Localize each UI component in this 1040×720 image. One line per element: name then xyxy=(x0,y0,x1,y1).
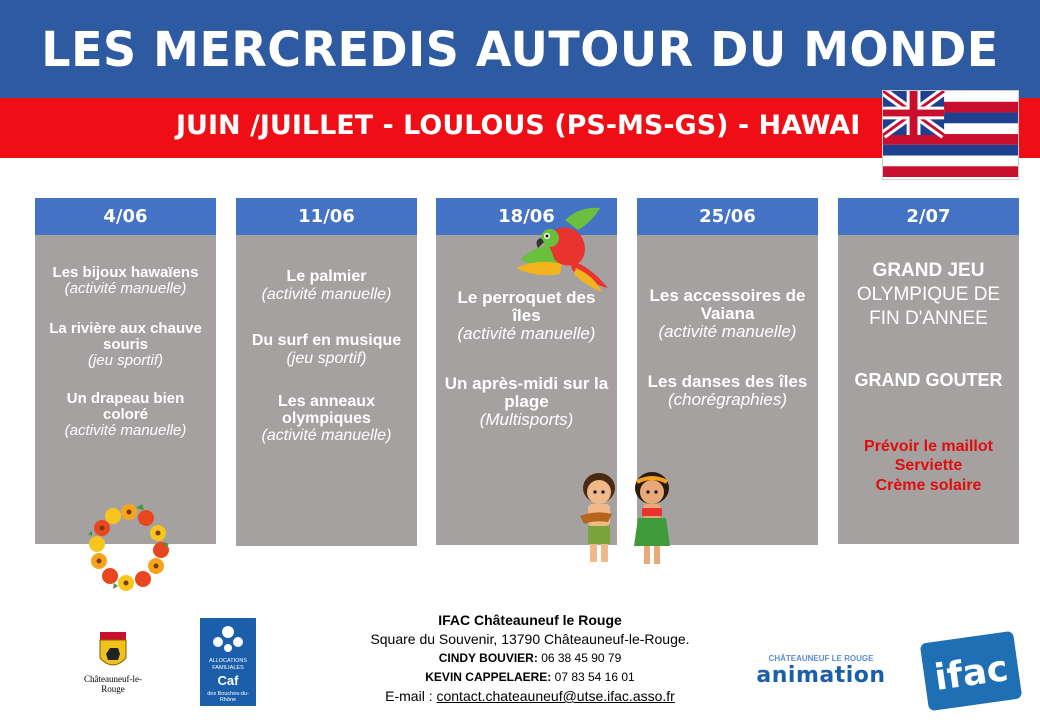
contact-2-phone: 07 83 54 16 01 xyxy=(554,670,635,684)
final-event xyxy=(846,259,1011,330)
animation-logo xyxy=(748,654,894,700)
email-link[interactable]: contact.chateauneuf@utse.ifac.asso.fr xyxy=(436,688,675,704)
activity-type: (activité manuelle) xyxy=(64,279,187,297)
day-column-5 xyxy=(838,198,1019,544)
contact-2 xyxy=(330,668,730,687)
activity-type: (jeu sportif) xyxy=(87,351,164,369)
activity-item xyxy=(244,394,409,445)
email-line xyxy=(330,687,730,706)
day-date: 11/06 xyxy=(236,198,417,235)
chateauneuf-label: Châteauneuf-le-Rouge xyxy=(84,674,142,694)
activity-type: (activité manuelle) xyxy=(457,323,596,343)
contact-2-name: KEVIN CAPPELAERE: xyxy=(425,670,552,684)
activity-title: Un après-midi sur la plage xyxy=(444,374,609,412)
page-title: LES MERCREDIS AUTOUR DU MONDE xyxy=(41,20,999,78)
hawaii-flag-icon xyxy=(882,90,1019,180)
activity-title: Les danses des îles xyxy=(647,372,808,392)
activity-item xyxy=(53,265,199,297)
ifac-logo-text: ifac xyxy=(932,648,1011,699)
day-date: 25/06 xyxy=(637,198,818,235)
activity-title: Un drapeau bien coloré xyxy=(66,390,185,423)
final-event-rest: OLYMPIQUE DE FIN D'ANNEE xyxy=(856,283,1001,329)
day-activities xyxy=(236,235,417,546)
activity-type: (activité manuelle) xyxy=(64,421,187,439)
coat-of-arms-icon xyxy=(96,632,130,672)
final-event-bold: GRAND JEU xyxy=(872,260,985,281)
reminder-item: Prévoir le maillot xyxy=(864,438,993,456)
activity-item xyxy=(444,289,609,343)
org-name: IFAC Châteauneuf le Rouge xyxy=(438,612,622,628)
animation-logo-top: CHÂTEAUNEUF LE ROUGE xyxy=(768,654,874,663)
email-label: E-mail : xyxy=(385,688,433,704)
day-date: 4/06 xyxy=(35,198,216,235)
contact-block xyxy=(330,611,730,706)
org-address: Square du Souvenir, 13790 Châteauneuf-le-Rouge. xyxy=(370,631,690,647)
ifac-logo xyxy=(918,629,1024,713)
day-column-2 xyxy=(236,198,417,546)
activity-item xyxy=(648,373,808,410)
page-subtitle: JUIN /JUILLET - LOULOUS (PS-MS-GS) - HAWAI xyxy=(176,110,861,141)
activity-type: (activité manuelle) xyxy=(261,427,392,445)
caf-word: Caf xyxy=(217,673,239,689)
activity-type: (activité manuelle) xyxy=(261,285,392,303)
activity-title: Le palmier xyxy=(286,268,367,285)
caf-line-2: des Bouches-du-Rhône xyxy=(207,690,249,704)
activity-type: (activité manuelle) xyxy=(658,321,797,341)
day-date: 2/07 xyxy=(838,198,1019,235)
title-banner xyxy=(0,0,1040,98)
animation-logo-main: animation xyxy=(756,663,886,688)
caf-logo xyxy=(200,618,256,706)
activity-type: (Multisports) xyxy=(479,410,574,430)
reminder-item: Crème solaire xyxy=(875,476,982,494)
activity-item xyxy=(444,375,609,429)
contact-1-name: CINDY BOUVIER: xyxy=(438,651,538,665)
activity-item xyxy=(43,321,208,369)
caf-emblem-icon xyxy=(210,622,246,654)
activity-item xyxy=(645,287,810,341)
chateauneuf-logo xyxy=(75,632,151,694)
activity-title: Les anneaux olympiques xyxy=(278,392,375,427)
snack-label: GRAND GOUTER xyxy=(854,370,1003,391)
caf-line-1: ALLOCATIONS FAMILIALES xyxy=(208,658,248,671)
activity-type: (chorégraphies) xyxy=(667,390,788,410)
activity-item xyxy=(43,391,208,439)
parrot-icon xyxy=(510,200,612,295)
contact-1 xyxy=(330,649,730,668)
day-column-1 xyxy=(35,198,216,544)
activity-item xyxy=(262,269,392,303)
activity-title: Du surf en musique xyxy=(251,332,402,350)
contact-1-phone: 06 38 45 90 79 xyxy=(541,651,622,665)
hawaiian-kids-icon xyxy=(574,470,680,570)
reminder-item: Serviette xyxy=(894,457,963,475)
activity-title: Le perroquet des îles xyxy=(457,288,596,325)
flower-lei-icon xyxy=(88,500,170,592)
activity-item xyxy=(252,333,401,367)
day-date: 18/06 xyxy=(436,198,617,235)
activity-title: Les accessoires de Vaiana xyxy=(649,286,806,323)
activity-title: La rivière aux chauve souris xyxy=(49,320,202,353)
day-activities xyxy=(838,235,1019,544)
day-activities xyxy=(35,235,216,544)
activity-type: (jeu sportif) xyxy=(286,350,367,368)
activity-title: Les bijoux hawaïens xyxy=(52,264,199,281)
reminder-list xyxy=(864,437,993,495)
